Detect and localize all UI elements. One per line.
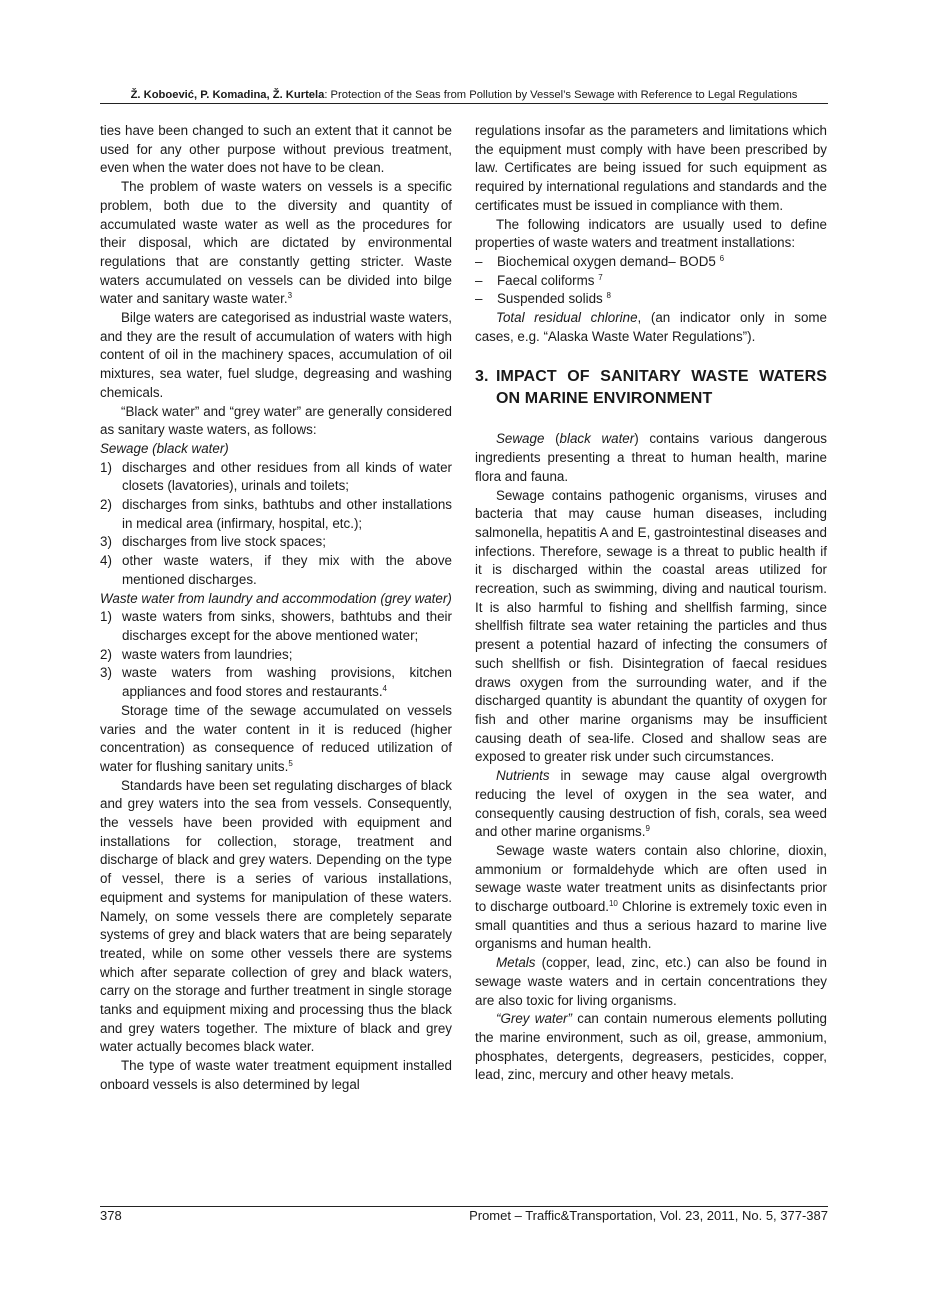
list-item: 2) waste waters from laundries; xyxy=(100,646,293,662)
footnote-ref[interactable]: 8 xyxy=(606,291,611,301)
list-heading: Sewage (black water) xyxy=(100,440,229,456)
paragraph: ties have been changed to such an extent that it cannot be used for any other purpose without previous treatment, even when the water does not have to be clean. xyxy=(100,123,452,176)
header-title: : Protection of the Seas from Pollution by Vessel’s Sewage with Reference to Legal Regulations xyxy=(324,89,798,101)
paragraph: “Grey water” can contain numerous elements polluting the marine environment, such as oil, grease, ammonium, phosphates, detergents, degreasers, pesticides, copper, lead, zinc, mercury and other heavy metals. xyxy=(475,1011,827,1083)
list-item: 1) waste waters from sinks, showers, bathtubs and their discharges except for the above mentioned water; xyxy=(100,609,452,643)
paragraph: The type of waste water treatment equipment installed onboard vessels is also determined by legal xyxy=(100,1058,452,1092)
paragraph: The following indicators are usually used to define properties of waste waters and treatment installations: xyxy=(475,216,827,251)
paragraph: Bilge waters are categorised as industrial waste waters, and they are the result of accumulation of waters with high content of oil in the machinery spaces, accumulation of oil mixtures, sea water, fuel sludge, degreasing and washing chemicals. xyxy=(100,310,452,400)
header-rule xyxy=(100,103,828,104)
list-item: 3) waste waters from washing provisions, kitchen appliances and food stores and restaurants.$^4$ xyxy=(100,665,452,700)
list-item: 2) discharges from sinks, bathtubs and other installations in medical area (infirmary, hospital, etc.); xyxy=(100,497,452,531)
paragraph: Nutrients in sewage may cause algal overgrowth reducing the level of oxygen in the sea water, and consequently causing destruction of fish, corals, sea weed and other marine organisms.$^9$ xyxy=(475,768,827,840)
paragraph: “Black water” and “grey water” are generally considered as sanitary waste waters, as follows: xyxy=(100,403,452,438)
paragraph: Storage time of the sewage accumulated on vessels varies and the water content in it is reduced (higher concentration) as consequence of reduced utilization of water for flushing sanitary units.$^5$ xyxy=(100,702,452,774)
footnote-ref[interactable]: 9 xyxy=(645,824,650,834)
footnote-ref[interactable]: 5 xyxy=(288,758,293,768)
footnote-ref[interactable]: 3 xyxy=(287,291,293,301)
list-item: – Faecal coliforms $^7$ xyxy=(475,272,603,288)
paragraph: Sewage waste waters contain also chlorine, dioxin, ammonium or formaldehyde which are often used in sewage waste water treatment units as disinfectants prior to discharge outboard.$^{10}$ Chlorine is extremely toxic even in small quantities and thus a serious hazard to marine live organisms and human health. xyxy=(475,842,827,952)
paragraph: Standards have been set regulating discharges of black and grey waters into the sea from vessels. Consequently, the vessels have been provided with equipment and installations for collection, storage, treatment and discharge of black and grey waters. Depending on the type of vessel, there is a series of various installations, equipment and systems for manipulation of these waters. Namely, on some vessels there are completely separate systems of grey and black waters that are being separately treated, while on some other vessels there are systems which after separate collection of grey and black waters, carry on the storage and further treatment in single storage tanks and equipment mixing and processing thus the black and grey waters together. The mixture of black and grey water actually becomes black water. xyxy=(100,777,452,1055)
footnote-ref[interactable]: 7 xyxy=(598,272,603,282)
running-header xyxy=(100,86,828,104)
paragraph: regulations insofar as the parameters and limitations which the equipment must comply with have been prescribed by law. Certificates are being issued for such equipment as required by international regulations and standards and the certificates must be issued in compliance with them. xyxy=(475,123,827,213)
header-authors: Ž. Koboević, P. Komadina, Ž. Kurtela xyxy=(130,89,325,101)
paragraph: Metals (copper, lead, zinc, etc.) can also be found in sewage waste waters and in certain concentrations they are also toxic for living organisms. xyxy=(475,955,827,1008)
paragraph: Sewage contains pathogenic organisms, viruses and bacteria that may cause human diseases, including salmonella, hepatitis A and E, gastrointestinal diseases and infections. Therefore, sewage is a threat to public health if it is discharged within the coastal areas utilized for recreation, such as swimming, diving and nautical tourism. It is also harmful to fishing and shellfish farming, since shellfish filtrate sea water retaining the particles and thus present a potential hazard of infecting the consumers of such shellfish or fish. Disintegration of faecal residues draws oxygen from the surrounding water, and if the discharged quantity is abundant the quantity of oxygen for fish and other marine organisms may be insufficient causing death of sea-life. Closed and shallow seas are exposed to greater risk under such circumstances. xyxy=(475,487,827,765)
footnote-ref[interactable]: 10 xyxy=(608,899,618,909)
list-item: 4) other waste waters, if they mix with the above mentioned discharges. xyxy=(100,553,452,587)
list-item: – Suspended solids $^8$ xyxy=(475,291,611,307)
left-column xyxy=(100,122,452,1095)
list-heading: Waste water from laundry and accommodation (grey water) xyxy=(100,590,452,606)
list-item: 1) discharges and other residues from all kinds of water closets (lavatories), urinals and toilets; xyxy=(100,459,452,494)
paragraph: Sewage (black water) contains various dangerous ingredients presenting a threat to human health, marine flora and fauna. xyxy=(475,431,827,484)
page-number: 378 xyxy=(100,1208,122,1223)
journal-citation: Promet – Traffic&Transportation, Vol. 23, 2011, No. 5, 377-387 xyxy=(469,1208,828,1223)
section-heading: 3. IMPACT OF SANITARY WASTE WATERS ON MARINE ENVIRONMENT xyxy=(475,368,827,408)
paragraph: The problem of waste waters on vessels is a specific problem, both due to the diversity and quantity of accumulated waste water as well as the procedures for their disposal, which are dictated by environmental regulations that are constantly getting stricter. Waste waters accumulated on vessels can be divided into bilge water and sanitary waste water.$^3$ xyxy=(100,179,452,307)
right-column xyxy=(475,122,827,1085)
footnote-ref[interactable]: 4 xyxy=(382,684,387,694)
list-item: – Biochemical oxygen demand– BOD5 $^6$ xyxy=(475,253,725,269)
paragraph: Total residual chlorine, (an indicator only in some cases, e.g. “Alaska Waste Water Regulations”). xyxy=(475,310,827,344)
footnote-ref[interactable]: 6 xyxy=(719,253,725,263)
list-item: 3) discharges from live stock spaces; xyxy=(100,534,326,550)
